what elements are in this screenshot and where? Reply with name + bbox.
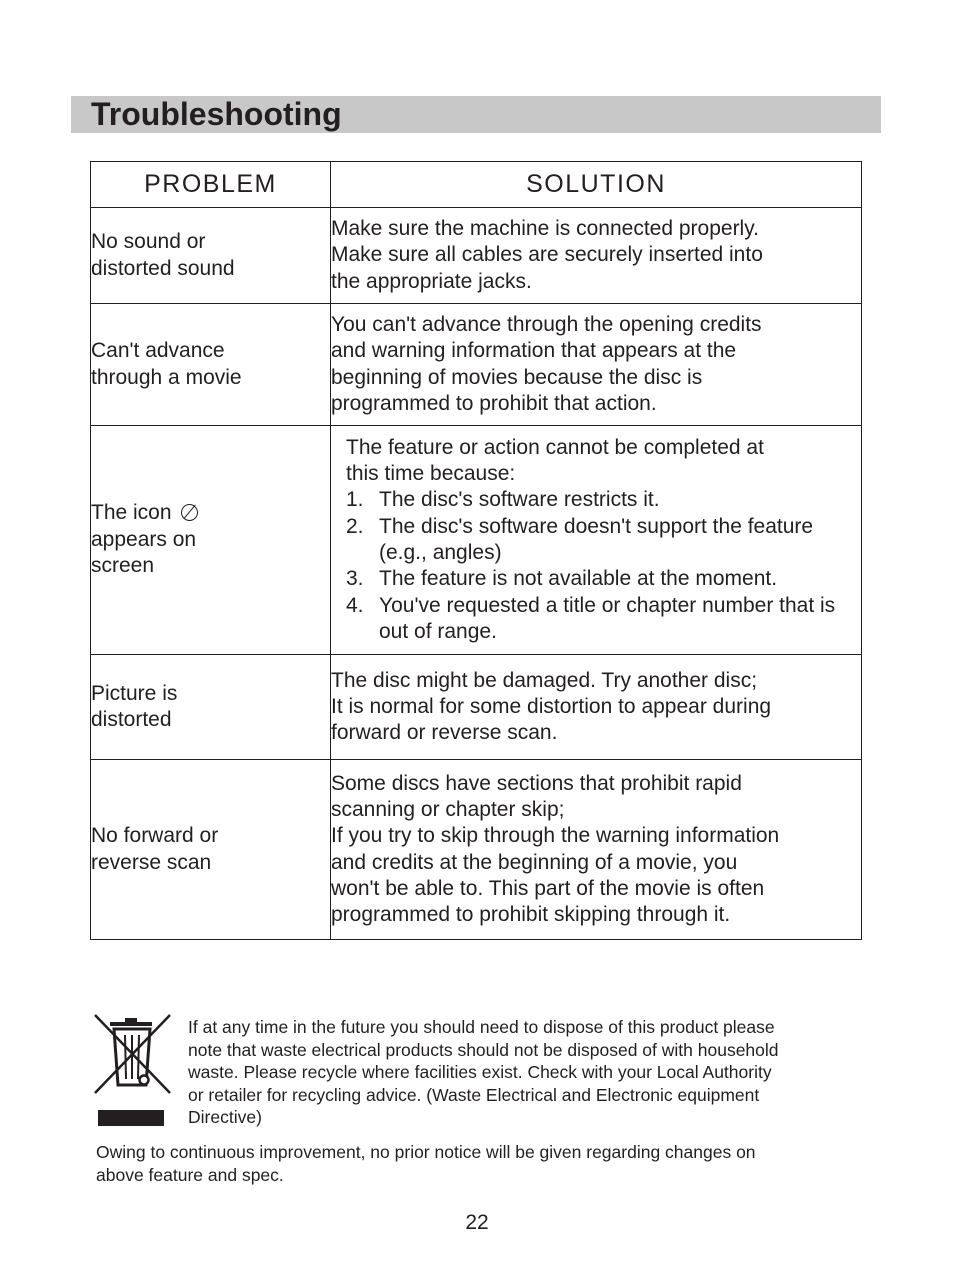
- problem-line: through a movie: [91, 365, 242, 389]
- problem-line: [91, 500, 330, 527]
- weee-line: or retailer for recycling advice. (Waste Electrical and Electronic equipment: [188, 1084, 760, 1105]
- problem-prefix: The icon: [91, 501, 172, 525]
- solution-line: programmed to prohibit that action.: [331, 391, 657, 415]
- solution-header: SOLUTION: [331, 162, 862, 208]
- list-item: 2. The disc's software doesn't support the feature (e.g., angles): [346, 514, 814, 564]
- page-title: Troubleshooting: [91, 96, 342, 132]
- solution-cell: [331, 304, 862, 426]
- table-row: [91, 655, 862, 760]
- solution-line: won't be able to. This part of the movie is often: [331, 876, 765, 900]
- solution-cell: [331, 760, 862, 940]
- problem-cell: [91, 760, 331, 940]
- solution-line: forward or reverse scan.: [331, 721, 558, 745]
- troubleshooting-table: [90, 161, 862, 940]
- page-number: 22: [465, 1211, 489, 1234]
- solution-cell: [331, 655, 862, 760]
- problem-line: distorted sound: [91, 256, 235, 280]
- notice-line: above feature and spec.: [96, 1164, 284, 1185]
- problem-line: Picture is: [91, 681, 178, 705]
- solution-line: The disc might be damaged. Try another disc;: [331, 668, 758, 692]
- weee-line: waste. Please recycle where facilities exist. Check with your Local Authority: [188, 1062, 772, 1083]
- table-row: [91, 426, 862, 655]
- solution-line: You can't advance through the opening credits: [331, 312, 762, 336]
- problem-cell: [91, 655, 331, 760]
- solution-line: Make sure all cables are securely inserted into: [331, 243, 763, 267]
- problem-cell: [91, 304, 331, 426]
- problem-cell: [91, 208, 331, 304]
- crossed-out-wheelie-bin-icon: [92, 1013, 172, 1128]
- table-header-row: [91, 162, 862, 208]
- solution-cell: [331, 208, 862, 304]
- solution-line: scanning or chapter skip;: [331, 797, 565, 821]
- problem-line: appears on: [91, 527, 197, 551]
- solution-line: and credits at the beginning of a movie, you: [331, 850, 738, 874]
- problem-cell: [91, 426, 331, 655]
- solution-line: and warning information that appears at the: [331, 339, 737, 363]
- problem-line: distorted: [91, 708, 172, 731]
- solution-line: the appropriate jacks.: [331, 269, 532, 293]
- list-item: 4. You've requested a title or chapter number that is out of range.: [346, 593, 836, 643]
- solution-line: It is normal for some distortion to appear during: [331, 694, 772, 718]
- solution-list: [346, 487, 861, 645]
- solution-line: The feature or action cannot be completed at: [346, 435, 764, 459]
- solution-line: this time because:: [346, 462, 516, 486]
- list-item: 1. The disc's software restricts it.: [346, 488, 660, 512]
- notice-line: Owing to continuous improvement, no prior notice will be given regarding changes on: [96, 1142, 756, 1162]
- improvement-notice: [96, 1141, 876, 1186]
- weee-notice: [188, 1016, 878, 1129]
- solution-cell: [331, 426, 862, 655]
- problem-header: PROBLEM: [91, 162, 331, 208]
- list-item: 3. The feature is not available at the moment.: [346, 567, 778, 591]
- title-bar: [71, 96, 881, 133]
- problem-line: No sound or: [91, 230, 206, 253]
- prohibit-icon: [181, 504, 198, 521]
- weee-line: If at any time in the future you should need to dispose of this product please: [188, 1017, 775, 1037]
- table-row: [91, 208, 862, 304]
- problem-line: Can't advance: [91, 339, 225, 362]
- solution-line: Some discs have sections that prohibit rapid: [331, 771, 742, 795]
- table-row: [91, 760, 862, 940]
- solution-line: beginning of movies because the disc is: [331, 365, 703, 389]
- weee-line: Directive): [188, 1107, 262, 1128]
- problem-line: reverse scan: [91, 850, 212, 874]
- solution-line: programmed to prohibit skipping through it.: [331, 903, 731, 927]
- solution-line: Make sure the machine is connected properly.: [331, 217, 759, 241]
- problem-line: screen: [91, 554, 155, 578]
- problem-line: No forward or: [91, 824, 219, 847]
- table-row: [91, 304, 862, 426]
- solution-line: If you try to skip through the warning information: [331, 824, 780, 848]
- weee-line: note that waste electrical products should not be disposed of with household: [188, 1039, 779, 1060]
